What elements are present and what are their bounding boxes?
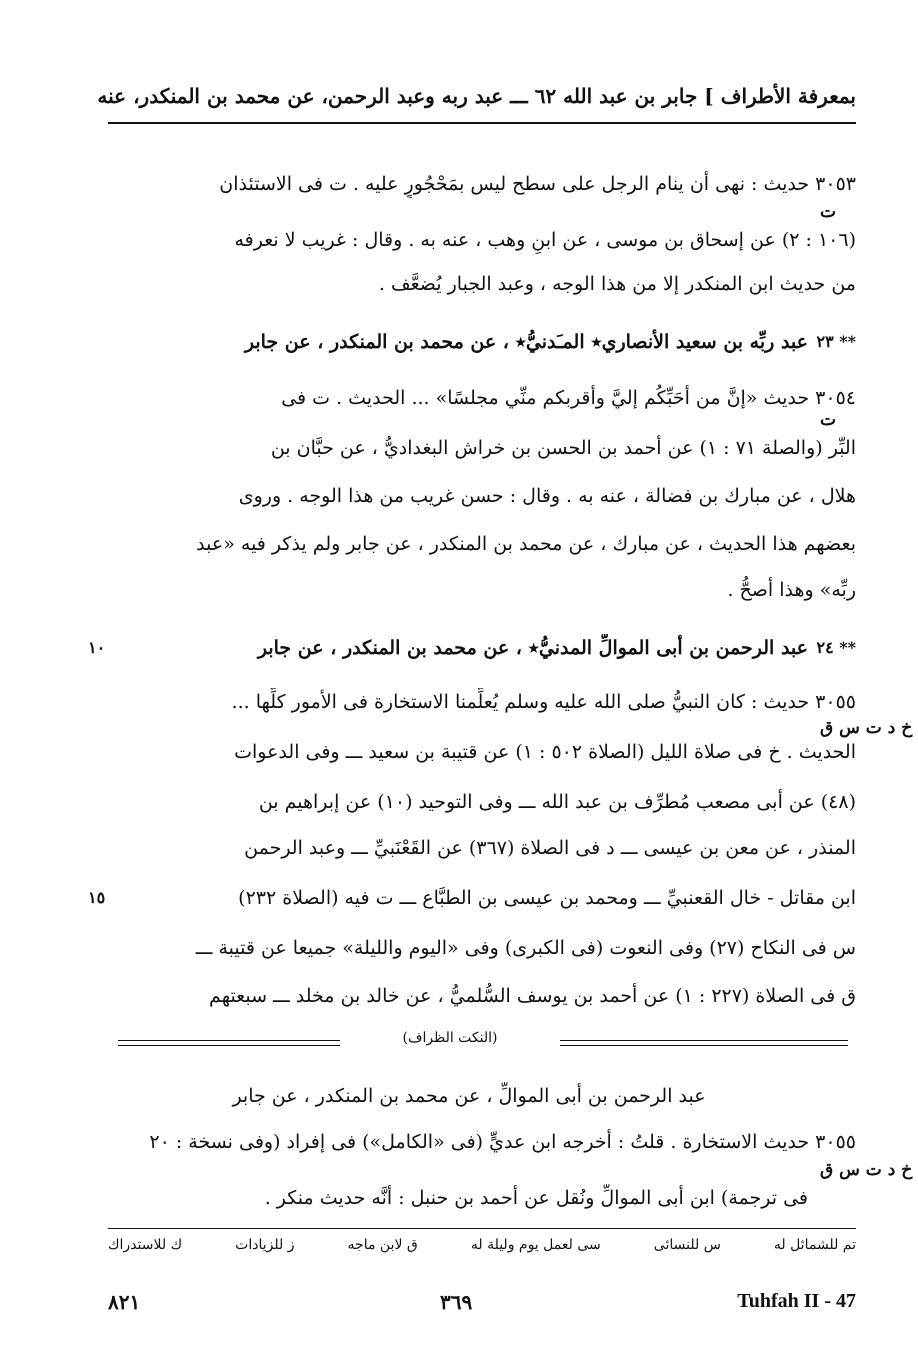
entry-3053-line-2: (١٠٦ : ٢) عن إسحاق بن موسى ، عن ابنِ وهب ، عنه به . وقال : غريب لا نعرفه [234, 229, 856, 251]
entry-3053-line-1 [108, 170, 856, 198]
running-header: بمعرفة الأطراف ] جابر بن عبد الله ٦٢ ـــ عبد ربه وعبد الرحمن، عن محمد بن المنكدر، عنه [97, 84, 856, 108]
nukat-line-2: فى ترجمة) ابن أبى الموالِّ ونُقل عن أحمد بن حنبل : أنَّه حديث منكر . [264, 1187, 808, 1209]
section-24-label: ٢٤ ** [816, 638, 856, 657]
entry-3055-line-1: ٣٠٥٥ حديث : كان النبيُّ صلى الله عليه وسلم يُعلِّمنا الاستخارة فى الأمور كلِّها ... [231, 691, 856, 713]
entry-3055-line-4: المنذر ، عن معن بن عيسى ـــ د فى الصلاة (٣٦٧) عن القَعْنَبيِّ ـــ وعبد الرحمن [244, 837, 856, 859]
key-amal-yawm: سى لعمل يوم وليلة له [470, 1237, 601, 1253]
footer-rule [108, 1228, 856, 1229]
entry-3055-line-6: س فى النكاح (٢٧) وفى النعوت (فى الكبرى) وفى «اليوم والليلة» جميعا عن قتيبة ـــ [195, 937, 856, 959]
key-nasai: س للنسائى [653, 1237, 721, 1253]
key-ibn-majah: ق لابن ماجه [347, 1237, 418, 1253]
siglum-t-3054: ت [820, 410, 837, 430]
footer-page-number: ٣٦٩ [440, 1290, 473, 1314]
nukat-line-1: ٣٠٥٥ حديث الاستخارة . قلتُ : أخرجه ابن عديٍّ (فى «الكامل») فى إفراد (وفى نسخة : ٢٠ [149, 1131, 856, 1153]
entry-3054-line-5: ربِّه» وهذا أصحُّ . [727, 579, 856, 601]
footer-left-number: ٨٢١ [108, 1290, 141, 1314]
section-23-label: ٢٣ ** [816, 332, 856, 351]
nukat-divider-label: (النكت الظراف) [340, 1030, 560, 1046]
header-rule [108, 122, 856, 124]
siglum-kh-3055: خ د ت س ق [820, 718, 913, 738]
section-23-heading: عبد ربِّه بن سعيد الأنصاري٭ المـَدنيُّ٭ ، عن محمد بن المنكدر ، عن جابر [244, 331, 808, 353]
entry-3053-line-3: من حديث ابن المنكدر إلا من هذا الوجه ، وعبد الجبار يُضعَّف . [378, 273, 856, 295]
siglum-t-3053: ت [820, 202, 837, 222]
nukat-heading: عبد الرحمن بن أبى الموالِّ ، عن محمد بن المنكدر ، عن جابر [232, 1085, 706, 1107]
key-istidrak: ك للاستدراك [108, 1237, 183, 1253]
entry-3053-text-1: ٣٠٥٣ حديث : نهى أن ينام الرجل على سطح ليس بمَحْجُورٍ عليه . ت فى الاستئذان [219, 173, 856, 195]
entry-3055-line-7: ق فى الصلاة (٢٢٧ : ١) عن أحمد بن يوسف السُّلميُّ ، عن خالد بن مخلد ـــ سبعتهم [209, 985, 856, 1007]
footer-volume-label: Tuhfah II - 47 [737, 1290, 856, 1312]
siglum-key [108, 1237, 856, 1253]
entry-3055-line-2: الحديث . خ فى صلاة الليل (الصلاة ٥٠٢ : ١) عن قتيبة بن سعيد ـــ وفى الدعوات [234, 741, 856, 763]
entry-3055-line-5: ابن مقاتل - خال القعنبيِّ ـــ ومحمد بن عيسى بن الطبَّاع ـــ ت فيه (الصلاة ٢٣٢) [238, 887, 856, 909]
entry-3055-line-3: (٤٨) عن أبى مصعب مُطرِّف بن عبد الله ـــ وفى التوحيد (١٠) عن إبراهيم بن [258, 791, 856, 813]
siglum-kh-nukat: خ د ت س ق [820, 1160, 913, 1180]
margin-line-10: ١٠ [88, 638, 106, 657]
entry-3054-line-4: بعضهم هذا الحديث ، عن مبارك ، عن محمد بن المنكدر ، عن جابر ولم يذكر فيه «عبد [196, 533, 856, 555]
entry-3054-line-3: هلال ، عن مبارك بن فضالة ، عنه به . وقال : حسن غريب من هذا الوجه . وروى [238, 485, 856, 507]
key-shamail: تم للشمائل له [773, 1237, 856, 1253]
margin-line-15: ١٥ [88, 888, 106, 907]
key-ziyadat: ز للزيادات [235, 1237, 295, 1253]
entry-3054-line-2: البِّر (والصلة ٧١ : ١) عن أحمد بن الحسن بن خراش البغداديُّ ، عن حبَّان بن [270, 437, 856, 459]
section-24-heading: عبد الرحمن بن أبى الموالِّ المدنيُّ٭ ، عن محمد بن المنكدر ، عن جابر [257, 637, 808, 659]
entry-3054-line-1: ٣٠٥٤ حديث «إنَّ من أحَبِّكُم إليَّ وأقربكم منِّي مجلسًا» ... الحديث . ت فى [281, 387, 856, 409]
